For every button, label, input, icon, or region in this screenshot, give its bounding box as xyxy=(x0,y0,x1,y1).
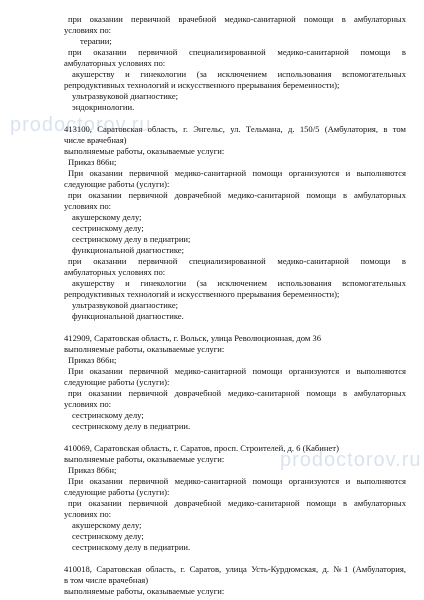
text-line: При оказании первичной медико-санитарной помощи организуются и выполняются xyxy=(68,366,406,376)
address-heading: 410069, Саратовская область, г. Саратов, просп. Строителей, д. 6 (Кабинет) xyxy=(64,443,339,453)
address-heading: 412909, Саратовская область, г. Вольск, улица Революционная, дом 36 xyxy=(64,333,322,343)
text-line: амбулаторных условиях по: xyxy=(64,58,166,68)
text-line: сестринскому делу; xyxy=(72,410,144,420)
text-line: акушерству и гинекологии (за исключением использования вспомогательных xyxy=(72,69,406,79)
text-line: акушерству и гинекологии (за исключением использования вспомогательных xyxy=(72,278,406,288)
text-line: при оказании первичной доврачебной медико-санитарной помощи в амбулаторных xyxy=(68,498,406,508)
text-line: функциональной диагностике. xyxy=(72,311,184,321)
text-line: в том числе врачебная) xyxy=(64,575,149,585)
text-line: Приказ 866н; xyxy=(68,465,117,475)
text-line: эндокринологии. xyxy=(72,102,135,112)
text-line: Приказ 866н; xyxy=(68,355,117,365)
text-line: выполняемые работы, оказываемые услуги: xyxy=(64,146,225,156)
text-line: сестринскому делу; xyxy=(72,531,144,541)
text-line: выполняемые работы, оказываемые услуги: xyxy=(64,586,225,596)
address-heading: 413100, Саратовская область, г. Энгельс, ул. Тельмана, д. 150/5 (Амбулатория, в том xyxy=(64,124,406,134)
text-line: выполняемые работы, оказываемые услуги: xyxy=(64,344,225,354)
text-line: следующие работы (услуги): xyxy=(64,487,170,497)
text-line: сестринскому делу; xyxy=(72,223,144,233)
text-line: при оказании первичной специализированной медико-санитарной помощи в xyxy=(68,256,406,266)
text-line: сестринскому делу в педиатрии. xyxy=(72,542,191,552)
text-line: при оказании первичной специализированной медико-санитарной помощи в xyxy=(68,47,406,57)
text-line: при оказании первичной доврачебной медико-санитарной помощи в амбулаторных xyxy=(68,190,406,200)
text-line: акушерскому делу; xyxy=(72,212,142,222)
text-line: при оказании первичной доврачебной медико-санитарной помощи в амбулаторных xyxy=(68,388,406,398)
text-line: репродуктивных технологий и искусственного прерывания беременности); xyxy=(64,289,340,299)
text-line: амбулаторных условиях по: xyxy=(64,267,166,277)
text-line: условиях по: xyxy=(64,25,112,35)
text-line: условиях по: xyxy=(64,201,112,211)
watermark: prodoctorov.ru xyxy=(280,449,422,471)
text-line: Приказ 866н; xyxy=(68,157,117,167)
text-line: репродуктивных технологий и искусственного прерывания беременности); xyxy=(64,80,340,90)
text-line: числе врачебная) xyxy=(64,135,127,145)
watermark: prodoctorov.ru xyxy=(10,114,152,136)
address-heading: 410018, Саратовская область, г. Саратов, улица Усть-Курдюмская, д. №1 (Амбулатория, xyxy=(64,564,406,574)
text-line: при оказании первичной врачебной медико-санитарной помощи в амбулаторных xyxy=(68,14,406,24)
text-line: условиях по: xyxy=(64,509,112,519)
text-line: ультразвуковой диагностике; xyxy=(72,91,179,101)
text-line: терапии; xyxy=(80,36,112,46)
text-line: выполняемые работы, оказываемые услуги: xyxy=(64,454,225,464)
text-line: При оказании первичной медико-санитарной помощи организуются и выполняются xyxy=(68,476,406,486)
text-line: сестринскому делу в педиатрии; xyxy=(72,234,191,244)
text-line: акушерскому делу; xyxy=(72,520,142,530)
text-line: ультразвуковой диагностике; xyxy=(72,300,179,310)
text-line: сестринскому делу в педиатрии. xyxy=(72,421,191,431)
text-line: При оказании первичной медико-санитарной помощи организуются и выполняются xyxy=(68,168,406,178)
text-line: следующие работы (услуги): xyxy=(64,377,170,387)
text-line: функциональной диагностике; xyxy=(72,245,185,255)
text-line: условиях по: xyxy=(64,399,112,409)
text-line: следующие работы (услуги): xyxy=(64,179,170,189)
